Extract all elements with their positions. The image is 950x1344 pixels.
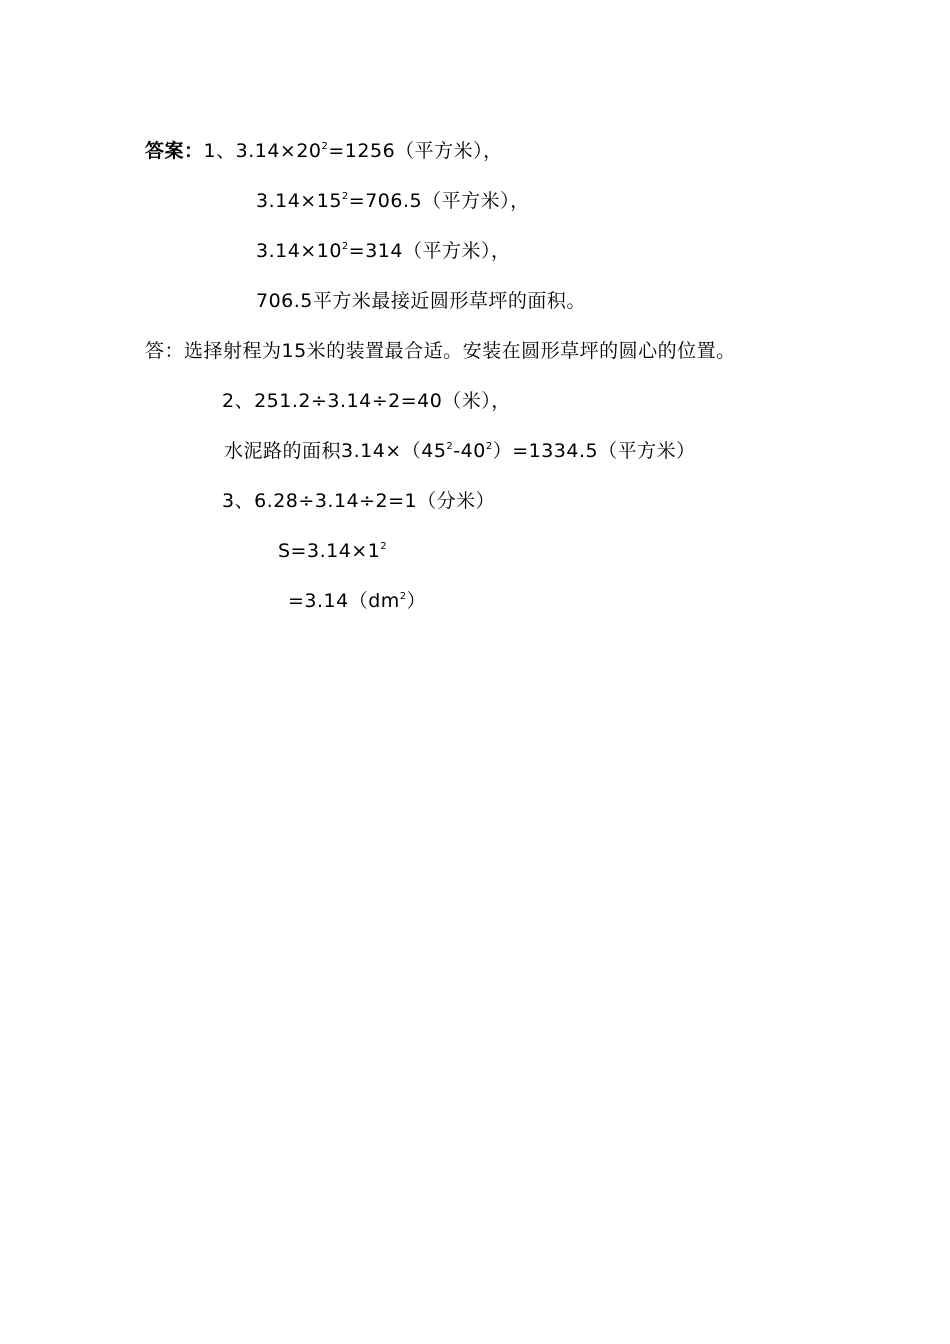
q2-line2-text: 水泥路的面积3.14×（45 xyxy=(224,440,447,462)
answer-q2-line2 xyxy=(224,438,696,464)
answer-q2-line1: 2、251.2÷3.14÷2=40（米）， xyxy=(222,390,511,412)
answer-q3-line1: 3、6.28÷3.14÷2=1（分米） xyxy=(222,490,496,512)
q1-line2-exponent: 2 xyxy=(341,191,349,202)
q1-line2-result: =706.5（平方米）， xyxy=(348,190,530,212)
q1-line3-result: =314（平方米）， xyxy=(348,240,511,262)
q3-line2-exponent: 2 xyxy=(380,541,388,552)
q2-line2-result: ）=1334.5（平方米） xyxy=(492,440,696,462)
answer-q3-line2 xyxy=(278,538,387,564)
q3-line3-text: =3.14（dm xyxy=(288,590,400,612)
q3-line3-close: ） xyxy=(406,590,427,612)
answer-q1-line2 xyxy=(256,188,530,214)
q2-line2-exponent-2: 2 xyxy=(485,441,493,452)
answer-q1-line3 xyxy=(256,238,510,264)
q3-line2-text: S=3.14×1 xyxy=(278,540,381,562)
q1-line1-exponent: 2 xyxy=(321,141,329,152)
q3-line3-exponent: 2 xyxy=(399,591,407,602)
answer-q1-line4: 706.5平方米最接近圆形草坪的面积。 xyxy=(256,290,586,312)
q2-line2-exponent-1: 2 xyxy=(446,441,454,452)
answer-q1-line1 xyxy=(145,138,503,164)
q1-line3-exponent: 2 xyxy=(341,241,349,252)
q1-line1-result: =1256（平方米）， xyxy=(328,140,503,162)
q2-line2-middle: -40 xyxy=(453,440,486,462)
answer-q3-line3 xyxy=(288,588,426,614)
q1-line2-text: 3.14×15 xyxy=(256,190,342,212)
answer-label: 答案： xyxy=(145,140,204,162)
q1-line3-text: 3.14×10 xyxy=(256,240,342,262)
answer-q1-conclusion: 答：选择射程为15米的装置最合适。安装在圆形草坪的圆心的位置。 xyxy=(145,340,736,362)
q1-line1-text: 1、3.14×20 xyxy=(203,140,322,162)
